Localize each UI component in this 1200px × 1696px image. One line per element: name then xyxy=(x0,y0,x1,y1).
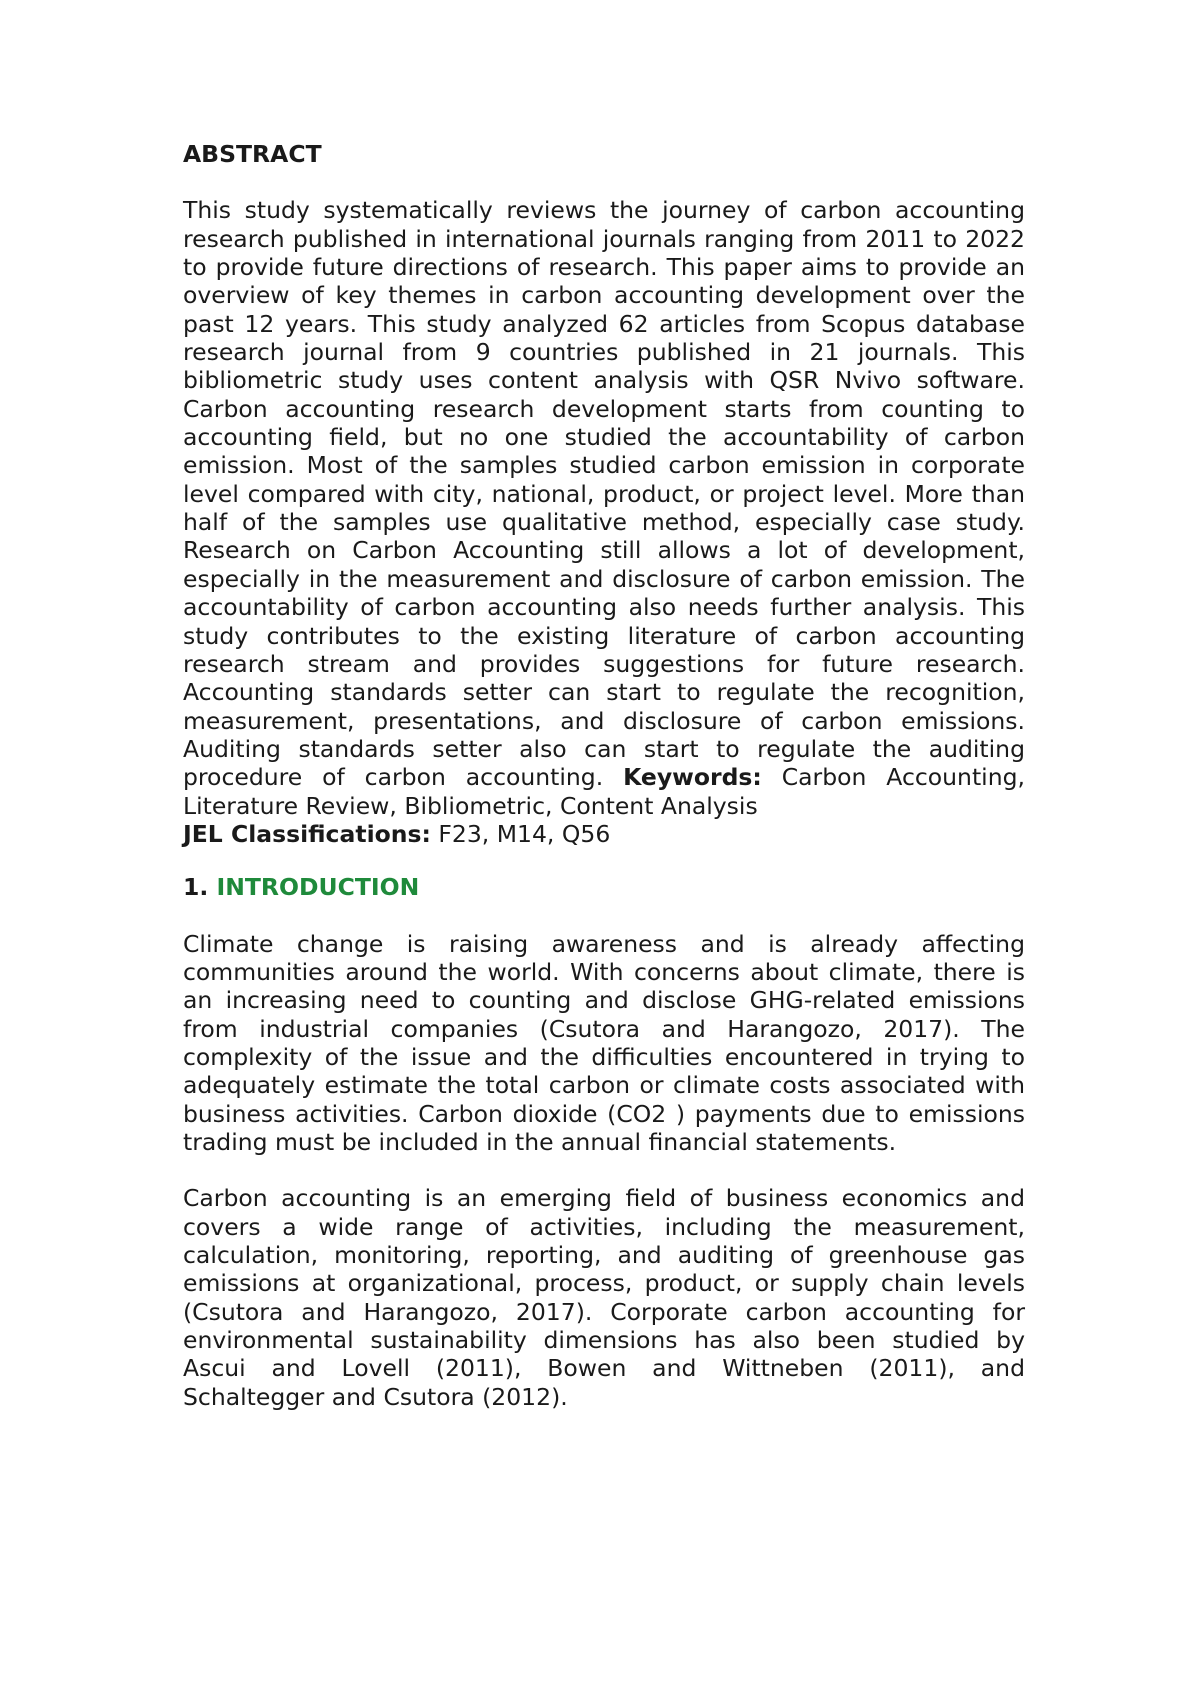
section-number: 1. xyxy=(183,873,209,902)
jel-label: JEL Classifications: xyxy=(183,819,431,848)
abstract-text: This study systematically reviews the journey of carbon accounting research published in international journals ranging from 2011 to 2022 to provide future directions of research. This paper aims to provide an overview of key themes in carbon accounting development over the past 12 years. This study analyzed 62 articles from Scopus database research journal from 9 countries published in 21 journals. This bibliometric study uses content analysis with QSR Nvivo software. Carbon accounting research development starts from counting to accounting field, but no one studied the accountability of carbon emission. Most of the samples studied carbon emission in corporate level compared with city, national, product, or project level. More than half of the samples use qualitative method, especially case study. Research on Carbon Accounting still allows a lot of development, especially in the measurement and disclosure of carbon emission. The accountability of carbon accounting also needs further analysis. This study contributes to the existing literature of carbon accounting research stream and provides suggestions for future research. Accounting standards setter can start to regulate the recognition, measurement, presentations, and disclosure of carbon emissions. Auditing standards setter also can start to regulate the auditing procedure of carbon accounting. xyxy=(183,196,1025,792)
keywords-value: Carbon Accounting, Literature Review, Bibliometric, Content Analysis xyxy=(183,763,1025,820)
introduction-paragraph-1: Climate change is raising awareness and is already affecting communities around the world. With concerns about climate, there is an increasing need to counting and disclose GHG-related emissions from industrial companies (Csutora and Harangozo, 2017). The complexity of the issue and the difficulties encountered in trying to adequately estimate the total carbon or climate costs associated with business activities. Carbon dioxide (CO2 ) payments due to emissions trading must be included in the annual financial statements. xyxy=(183,929,1025,1156)
introduction-paragraph-2: Carbon accounting is an emerging field of business economics and covers a wide range of activities, including the measurement, calculation, monitoring, reporting, and auditing of greenhouse gas emissions at organizational, process, product, or supply chain levels (Csutora and Harangozo, 2017). Corporate carbon accounting for environmental sustainability dimensions has also been studied by Ascui and Lovell (2011), Bowen and Wittneben (2011), and Schaltegger and Csutora (2012). xyxy=(183,1184,1025,1411)
section-title: INTRODUCTION xyxy=(216,873,420,902)
keywords-label: Keywords: xyxy=(623,763,762,792)
abstract-heading: ABSTRACT xyxy=(183,140,322,168)
introduction-heading xyxy=(183,873,1025,901)
jel-line xyxy=(183,820,1025,848)
jel-value: F23, M14, Q56 xyxy=(438,819,611,848)
abstract-body xyxy=(183,196,1025,820)
document-content xyxy=(183,140,1025,1411)
